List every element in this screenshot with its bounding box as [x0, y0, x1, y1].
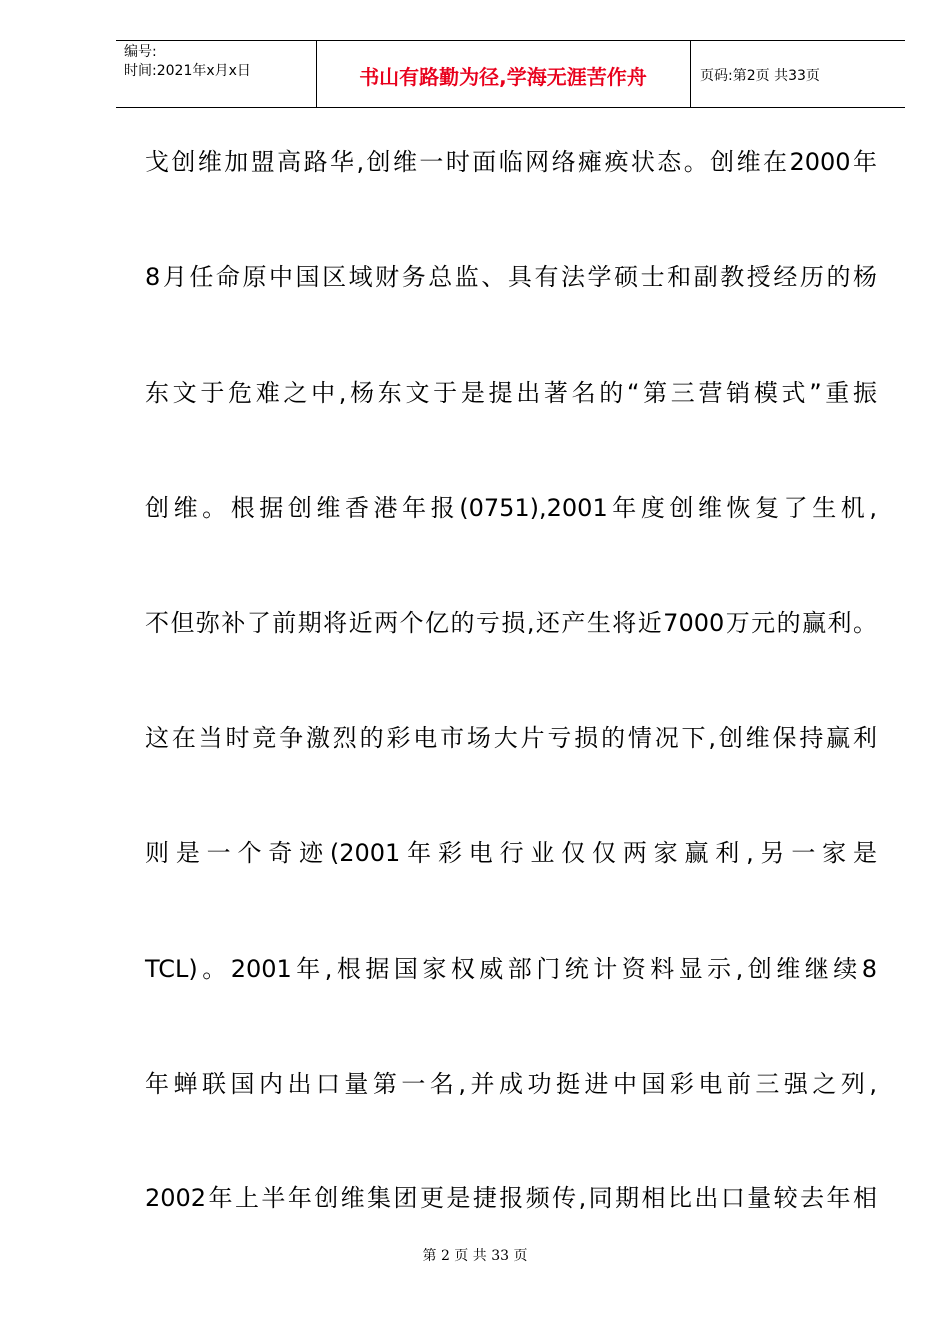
page-footer: 第 2 页 共 33 页: [422, 1248, 528, 1264]
document-time-label: 时间:2021年x月x日: [124, 63, 251, 79]
paragraph-line: 2002年上半年创维集团更是捷报频传,同期相比出口量较去年相: [145, 1184, 877, 1212]
paragraph-line: 8月任命原中国区域财务总监、具有法学硕士和副教授经历的杨: [145, 263, 877, 291]
paragraph-line: 年蝉联国内出口量第一名,并成功挺进中国彩电前三强之列,: [145, 1070, 877, 1098]
header-motto: 书山有路勤为径,学海无涯苦作舟: [359, 65, 647, 89]
paragraph-line: 则是一个奇迹(2001年彩电行业仅仅两家赢利,另一家是: [145, 839, 877, 867]
paragraph-line: 创维。根据创维香港年报(0751),2001年度创维恢复了生机,: [145, 494, 877, 522]
paragraph-line: 戈创维加盟高路华,创维一时面临网络瘫痪状态。创维在2000年: [145, 148, 877, 176]
paragraph-line: TCL)。2001年,根据国家权威部门统计资料显示,创维继续8: [145, 955, 877, 983]
paragraph-line: 这在当时竞争激烈的彩电市场大片亏损的情况下,创维保持赢利: [145, 724, 877, 752]
header-page-cell: [691, 41, 905, 107]
paragraph-line: 东文于危难之中,杨东文于是提出著名的“第三营销模式”重振: [145, 379, 877, 407]
paragraph-line: 不但弥补了前期将近两个亿的亏损,还产生将近7000万元的赢利。: [145, 609, 877, 637]
document-number-label: 编号:: [124, 44, 157, 60]
document-header: [116, 40, 905, 108]
header-meta-cell: [116, 41, 317, 107]
header-page-info: 页码:第2页 共33页: [700, 68, 820, 84]
header-motto-cell: [316, 41, 691, 107]
